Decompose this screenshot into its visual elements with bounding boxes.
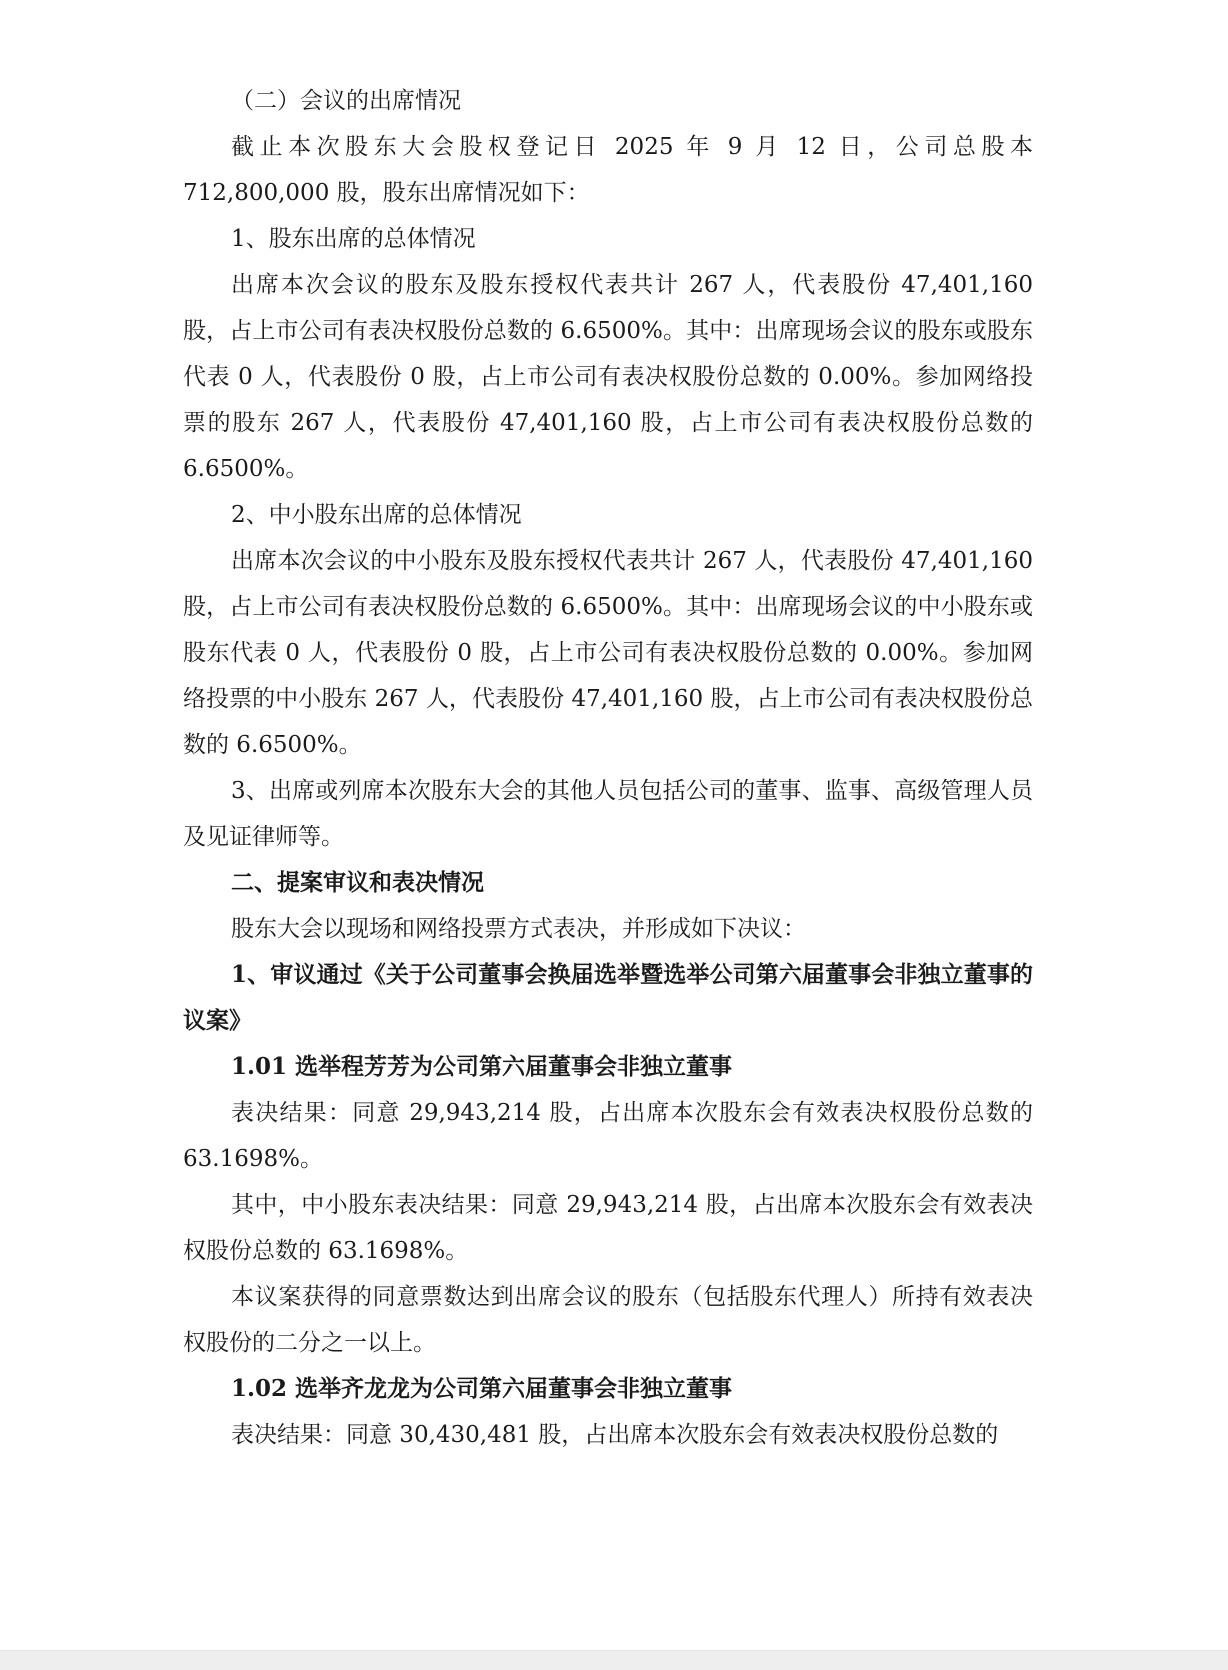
item-102-result: 表决结果：同意 30,430,481 股，占出席本次股东会有效表决权股份总数的	[231, 1422, 999, 1448]
voting-method-paragraph: 股东大会以现场和网络投票方式表决，并形成如下决议：	[231, 916, 806, 942]
proposal-1-heading: 1、审议通过《关于公司董事会换届选举暨选举公司第六届董事会非独立董事的议案》	[183, 961, 1033, 1034]
item-101-heading: 1.01 选举程芳芳为公司第六届董事会非独立董事	[231, 1053, 733, 1080]
minority-attendance-paragraph: 出席本次会议的中小股东及股东授权代表共计 267 人，代表股份 47,401,160 股，占上市公司有表决权股份总数的 6.6500%。其中：出席现场会议的中小股东或股东代表 0 人，代表股份 0 股，占上市公司有表决权股份总数的 0.00%。参加网络投票的中小股东 267 人，代表股份 47,401,160 股，占上市公司有表决权股份总数的 6.6500%。	[183, 548, 1033, 758]
document-body	[183, 78, 1033, 1458]
overall-attendance-heading: 1、股东出席的总体情况	[231, 226, 476, 252]
attendance-section-heading: （二）会议的出席情况	[231, 88, 461, 114]
item-101-conclusion: 本议案获得的同意票数达到出席会议的股东（包括股东代理人）所持有效表决权股份的二分之一以上。	[183, 1284, 1033, 1356]
page-bottom-edge	[0, 1650, 1228, 1670]
minority-attendance-heading: 2、中小股东出席的总体情况	[231, 502, 522, 528]
proposals-section-heading: 二、提案审议和表决情况	[231, 869, 484, 896]
other-attendees-paragraph: 3、出席或列席本次股东大会的其他人员包括公司的董事、监事、高级管理人员及见证律师等。	[183, 778, 1033, 850]
record-date-paragraph: 截止本次股东大会股权登记日 2025 年 9 月 12 日，公司总股本 712,800,000 股，股东出席情况如下：	[183, 134, 1033, 206]
item-101-minority-result: 其中，中小股东表决结果：同意 29,943,214 股，占出席本次股东会有效表决权股份总数的 63.1698%。	[183, 1192, 1033, 1264]
item-102-heading: 1.02 选举齐龙龙为公司第六届董事会非独立董事	[231, 1375, 733, 1402]
overall-attendance-paragraph: 出席本次会议的股东及股东授权代表共计 267 人，代表股份 47,401,160 股，占上市公司有表决权股份总数的 6.6500%。其中：出席现场会议的股东或股东代表 0 人，代表股份 0 股，占上市公司有表决权股份总数的 0.00%。参加网络投票的股东 267 人，代表股份 47,401,160 股，占上市公司有表决权股份总数的 6.6500%。	[183, 272, 1033, 482]
item-101-result: 表决结果：同意 29,943,214 股，占出席本次股东会有效表决权股份总数的 63.1698%。	[183, 1100, 1033, 1172]
